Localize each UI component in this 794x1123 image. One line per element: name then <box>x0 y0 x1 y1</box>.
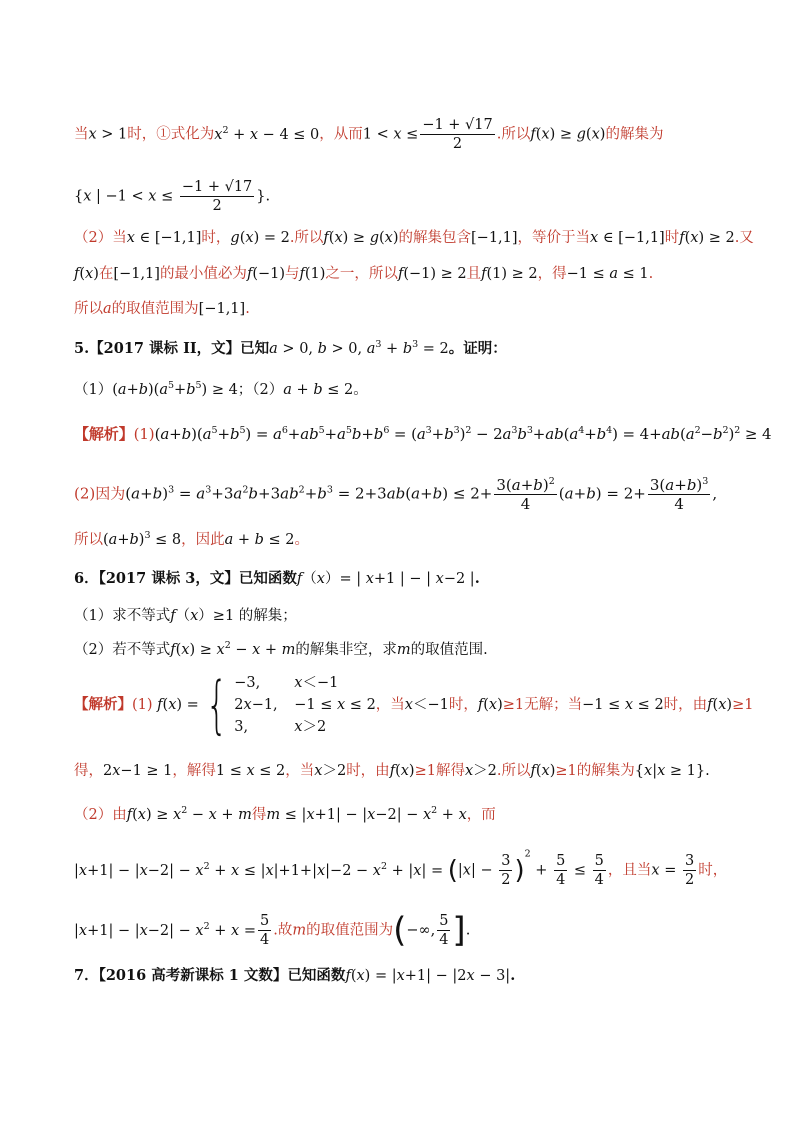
text: 6． <box>74 570 99 587</box>
text: 得 <box>251 807 267 823</box>
text-line: 所以$(a+b)^3 \le 8$，因此a + b ≤ 2。 <box>74 530 310 548</box>
text-line: f(x)在[−1,1]的最小值必为f(−1)与f(1)之一，所以f(−1) ≥ 2且f(1) ≥ 2，得−1 ≤ a ≤ 1. <box>74 266 654 282</box>
text: 所以 <box>74 532 103 548</box>
text: ≥1无解；当 <box>502 697 583 713</box>
text: ，因此 <box>181 532 225 548</box>
solution-5-part2: (2)因为$(a+b)^3 = a^3+3a^2b+3ab^2+b^3 = 2+3ab(a+b) \le 2+$ $\frac{3(a+b)^2}{4}$ (a+b) = 2+ $\frac{3(a+b)^3}{4}$ , <box>74 476 718 513</box>
text: ；（2） <box>237 382 284 398</box>
text: 的取值范围. <box>410 642 488 658</box>
text: 时，由 <box>346 763 390 779</box>
text: 时， <box>448 697 478 713</box>
question-6-part2: （2）若不等式$f(x) \ge x^2 - x + m$的解集非空，求m的取值范围. <box>74 640 488 658</box>
solution-6-cont: 得，2x−1 ≥ 1，解得1 ≤ x ≤ 2，当x＞2时，由f(x)≥1解得x＞2.所以f(x)≥1的解集为{x|x ≥ 1}. <box>74 763 710 779</box>
text: 时， <box>201 230 231 246</box>
question-5-parts: $(1)(a+b)(a^5+b^5) \ge 4$；（2）a + b ≤ 2。 <box>74 380 368 398</box>
text: 的取值范围为 <box>306 922 394 939</box>
text: 在 <box>98 266 114 282</box>
text: ，等价于当 <box>517 230 591 246</box>
text: 已知函数 <box>238 570 297 587</box>
text: 之一，所以 <box>325 266 398 282</box>
text: 且 <box>466 266 482 282</box>
fraction: $\frac{-1 + √17}{2}$ <box>181 179 253 214</box>
solution-5-part1: 【解析】$(1)(a+b)(a^5+b^5) = a^6+ab^5+a^5b+b^6 = (a^3+b^3)^2 - 2a^3b^3+ab(a^4+b^4) = 4+ab(a^2-b^2)^2 \ge 4$ <box>74 425 772 443</box>
text: 时 <box>664 230 680 246</box>
text: ，当 <box>375 697 405 713</box>
text: 【2017 课标 II，文】 <box>89 340 241 357</box>
text: 得， <box>74 763 103 779</box>
fraction: $\frac{3}{2}$ <box>501 853 511 888</box>
text: ，得 <box>537 266 567 282</box>
text: 【2016 高考新课标 1 文数】 <box>98 967 288 984</box>
text: .又 <box>734 230 754 246</box>
text: 5. <box>74 340 90 357</box>
text: 【解析】 <box>74 696 132 713</box>
text: 时，由 <box>663 697 708 713</box>
text: .所以 <box>496 763 531 779</box>
fraction: $\frac{3(a+b)^3}{4}$ <box>649 476 709 513</box>
text: .所以 <box>496 126 531 143</box>
text: 已知 <box>240 340 270 357</box>
text: ，从而 <box>319 126 363 143</box>
text: 的解集为 <box>605 126 664 143</box>
question-6-part1: （1）求不等式f（x）≥1 的解集； <box>74 608 297 624</box>
fraction: $\frac{5}{4}$ <box>556 853 566 888</box>
solution-6-result: $|x+1| - |x-2| - x^2 + x$ = $\frac{5}{4}$ .故m的取值范围为(−∞, $\frac{5}{4}$ ]. <box>74 910 471 951</box>
fraction: $\frac{5}{4}$ <box>259 913 270 948</box>
text: 【2017 课标 3，文】 <box>98 570 239 587</box>
text: 【解析】 <box>74 425 134 443</box>
text: ≥1解得 <box>414 763 465 779</box>
text: ≥1 <box>732 697 754 713</box>
text: 的取值范围为 <box>111 301 199 317</box>
text: ，且当 <box>607 862 652 879</box>
text-line: 当x > 1时，①式化为$x^2 + x - 4 \le 0$，从而1 < x ≤ $\frac{-1 + √17}{2}$ .所以f(x) ≥ g(x)的解集为 <box>74 117 664 152</box>
fraction: $\frac{-1 + √17}{2}$ <box>422 117 493 152</box>
text: ≥1 的解集； <box>212 608 297 624</box>
text: （2）若不等式 <box>74 642 171 658</box>
text-line: （2）当x ∈ [−1,1]时，g(x) = 2.所以f(x) ≥ g(x)的解集包含[−1,1]，等价于当x ∈ [−1,1]时f(x) ≥ 2.又 <box>74 230 754 246</box>
text: ，当 <box>285 763 315 779</box>
text: 7． <box>74 967 99 984</box>
text-line: 所以a的取值范围为[−1,1]. <box>74 301 250 317</box>
text: （2）当 <box>74 230 127 246</box>
question-7: 7．【2016 高考新课标 1 文数】已知函数f(x) = |x+1| − |2x − 3|. <box>74 967 516 984</box>
text: ，解得 <box>172 763 216 779</box>
piecewise-cases: −3, x＜−1 2x−1, −1 ≤ x ≤ 2 3, x＞2 <box>234 675 376 735</box>
text: ，而 <box>466 807 496 823</box>
question-5: 5.【2017 课标 II，文】已知a > 0, b > 0, $a^3 + b^3 = 2$。证明： <box>74 339 507 357</box>
text: （2）由 <box>74 807 127 823</box>
text: 时， <box>698 862 728 879</box>
text-line: {x | −1 < x ≤ $\frac{-1 + √17}{2}$ }. <box>74 179 271 214</box>
text: 与 <box>285 266 300 282</box>
text: 的解集包含 <box>398 230 472 246</box>
solution-6-part1: 【解析】(1) f(x) = { −3, x＜−1 2x−1, −1 ≤ x ≤ 2 3, x＞2 ，当x＜−1时，f(x)≥1无解；当−1 ≤ x ≤ 2时，由f(x)≥1 <box>74 668 754 741</box>
text: 。 <box>353 382 368 398</box>
fraction: $\frac{3}{2}$ <box>684 853 695 888</box>
text: (1) <box>132 697 153 713</box>
fraction: $\frac{5}{4}$ <box>439 913 449 948</box>
text: （1）求不等式 <box>74 608 171 624</box>
question-6: 6．【2017 课标 3，文】已知函数f（x）= | x+1 | − | x−2 |. <box>74 570 480 587</box>
text: ≥1的解集为 <box>555 763 635 779</box>
text: 已知函数 <box>287 967 346 984</box>
text: 的最小值必为 <box>159 266 247 282</box>
text: 时，①式化为 <box>127 126 215 143</box>
text: 。证明： <box>448 340 507 357</box>
text: （1） <box>74 382 113 398</box>
text: (2)因为 <box>74 484 126 503</box>
text: 的解集非空，求 <box>295 642 397 658</box>
text: 。 <box>294 532 310 548</box>
solution-6-part2: （2）由$f(x) \ge x^2 - x + m$得$m \le |x+1| - |x-2| - x^2 + x$，而 <box>74 805 496 823</box>
text: .所以 <box>289 230 324 246</box>
solution-6-bound: $|x+1| - |x-2| - x^2 + x \le |x|+1+|x|-2 - x^2 + |x| = (|x|$ − $\frac{3}{2}$ )$^2$ + $\frac{5}{4}$ ≤ $\frac{5}{4}$ ，且当x = $\frac{3}{2}$ 时， <box>74 848 728 888</box>
text: 当 <box>74 126 89 143</box>
text: 所以 <box>74 301 103 317</box>
text: .故 <box>273 922 293 939</box>
text: (1) <box>133 425 155 443</box>
fraction: $\frac{3(a+b)^2}{4}$ <box>496 476 555 513</box>
fraction: $\frac{5}{4}$ <box>594 853 604 888</box>
brace-icon: { <box>205 668 228 741</box>
